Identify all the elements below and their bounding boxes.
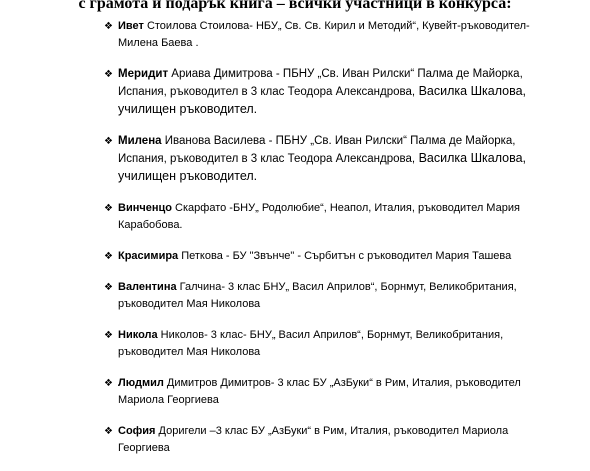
participant-details: Галчина- 3 клас БНУ„ Васил Априлов“, Борнмут, Великобритания, ръководител Мая Николова xyxy=(118,281,517,310)
list-item xyxy=(104,200,544,234)
participant-details-tail: Василка Шкалова, училищен ръководител. xyxy=(118,151,527,183)
list-item xyxy=(104,248,544,265)
diamond-bullet-icon: ❖ xyxy=(104,69,113,80)
list-item xyxy=(104,18,544,52)
diamond-bullet-icon: ❖ xyxy=(104,251,113,262)
participant-name: Людмил xyxy=(118,377,164,389)
diamond-bullet-icon: ❖ xyxy=(104,203,113,214)
page-heading: с грамота и подарък книга – всички участници в конкурса: xyxy=(78,0,512,12)
diamond-bullet-icon: ❖ xyxy=(104,426,113,437)
diamond-bullet-icon: ❖ xyxy=(104,378,113,389)
participant-details: Иванова Василева - ПБНУ „Св. Иван Рилски“ Палма де Майорка, Испания, ръководител в 3 клас Теодора Александрова, xyxy=(118,135,516,165)
diamond-bullet-icon: ❖ xyxy=(104,282,113,293)
participant-name: Красимира xyxy=(118,250,179,262)
diamond-bullet-icon: ❖ xyxy=(104,330,113,341)
diamond-bullet-icon: ❖ xyxy=(104,136,113,147)
list-item xyxy=(104,327,544,361)
participant-details: Ариава Димитрова - ПБНУ „Св. Иван Рилски“ Палма де Майорка, Испания, ръководител в 3 клас Теодора Александрова, xyxy=(118,68,523,98)
list-item xyxy=(104,423,544,457)
participant-name: Никола xyxy=(118,329,158,341)
participant-name: София xyxy=(118,425,156,437)
list-item xyxy=(104,133,544,186)
participant-name: Меридит xyxy=(118,68,169,80)
participant-name: Милена xyxy=(118,135,162,147)
list-item xyxy=(104,279,544,313)
participant-name: Валентина xyxy=(118,281,177,293)
participants-list xyxy=(104,18,544,471)
participant-name: Винченцо xyxy=(118,202,172,214)
participant-details: Скарфато -БНУ„ Родолюбие“, Неапол, Италия, ръководител Мария Карабобова. xyxy=(118,202,520,231)
list-item xyxy=(104,66,544,119)
participant-details-tail: Василка Шкалова, училищен ръководител. xyxy=(118,84,527,116)
list-item xyxy=(104,375,544,409)
participant-details: Димитров Димитров- 3 клас БУ „АзБуки“ в Рим, Италия, ръководител Мариола Георгиева xyxy=(118,377,521,406)
diamond-bullet-icon: ❖ xyxy=(104,21,113,32)
participant-details: Петкова - БУ "Звънче" - Сърбитън с ръководител Мария Ташева xyxy=(178,250,512,262)
participant-name: Ивет xyxy=(118,20,144,32)
participant-details: Доригели –3 клас БУ „АзБуки“ в Рим, Италия, ръководител Мариола Георгиева xyxy=(118,425,509,454)
participant-details: Стоилова Стоилова- НБУ„ Св. Св. Кирил и Методий“, Кувейт-ръководител- Милена Баева . xyxy=(118,20,530,49)
participant-details: Николов- 3 клас- БНУ„ Васил Априлов“, Борнмут, Великобритания, ръководител Мая Николова xyxy=(118,329,504,358)
